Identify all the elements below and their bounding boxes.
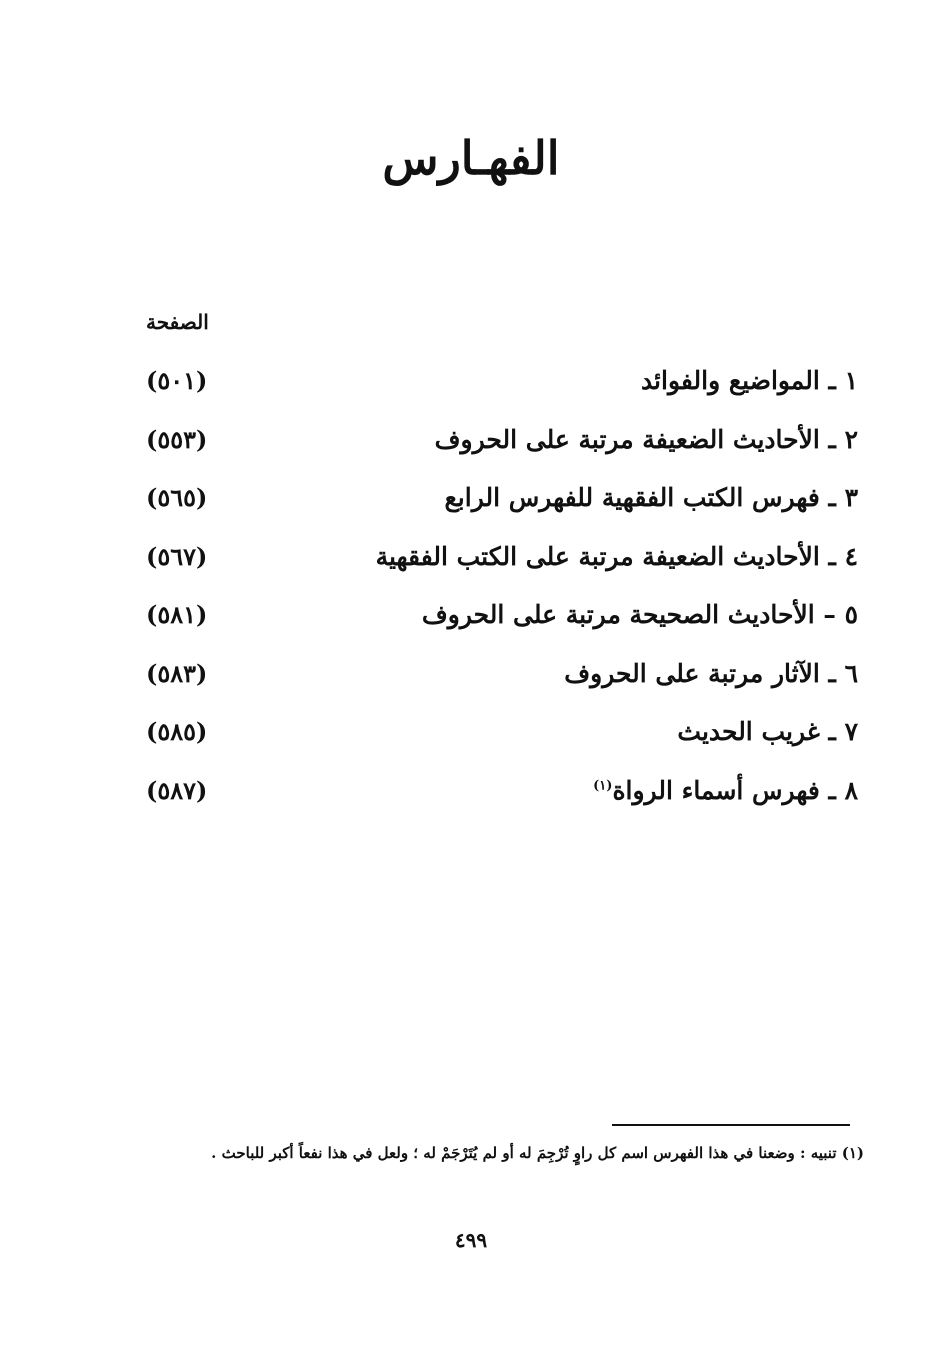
- footnote-marker: (١): [593, 778, 613, 794]
- toc-entry-page: (٥٥٣): [146, 424, 208, 454]
- page-number: ٤٩٩: [454, 1228, 488, 1252]
- table-of-contents: [146, 352, 858, 820]
- toc-entry-page: (٥٨٣): [146, 658, 208, 688]
- toc-entry-label: ٨ ـ فهرس أسماء الرواة: [612, 775, 858, 805]
- toc-entry-page: (٥٨٧): [146, 775, 208, 805]
- toc-row: [146, 411, 858, 470]
- toc-entry-page: (٥٨٥): [146, 717, 208, 747]
- toc-entry-page: (٥٠١): [146, 366, 208, 396]
- toc-entry-label: ١ ـ المواضيع والفوائد: [640, 366, 858, 396]
- toc-entry-label: ٤ ـ الأحاديث الضعيفة مرتبة على الكتب الفقهية: [375, 541, 858, 571]
- toc-row: [146, 586, 858, 645]
- toc-entry-label: ٦ ـ الآثار مرتبة على الحروف: [564, 658, 858, 688]
- toc-row: [146, 703, 858, 762]
- toc-row: [146, 645, 858, 704]
- toc-entry-page: (٥٦٥): [146, 483, 208, 513]
- toc-entry-label: ٥ – الأحاديث الصحيحة مرتبة على الحروف: [421, 600, 858, 630]
- page-title: الفهـارس: [382, 131, 560, 185]
- toc-row: [146, 469, 858, 528]
- toc-entry-page: (٥٦٧): [146, 541, 208, 571]
- toc-entry-label: ٧ ـ غريب الحديث: [677, 717, 858, 747]
- toc-row: [146, 762, 858, 821]
- footnote-divider: [612, 1124, 850, 1126]
- toc-entry-page: (٥٨١): [146, 600, 208, 630]
- footnote-text: (١) تنبيه : وضعنا في هذا الفهرس اسم كل راوٍ تُرْجِمَ له أو لم يُتَرْجَمْ له ؛ ولعل في هذا نفعاً أكبر للباحث .: [211, 1144, 864, 1162]
- page-column-header: الصفحة: [146, 310, 209, 334]
- toc-entry-label: ٢ ـ الأحاديث الضعيفة مرتبة على الحروف: [434, 424, 858, 454]
- toc-row: [146, 352, 858, 411]
- toc-row: [146, 528, 858, 587]
- toc-entry-label-with-footnote: [593, 771, 858, 811]
- toc-entry-label: ٣ ـ فهرس الكتب الفقهية للفهرس الرابع: [444, 483, 858, 513]
